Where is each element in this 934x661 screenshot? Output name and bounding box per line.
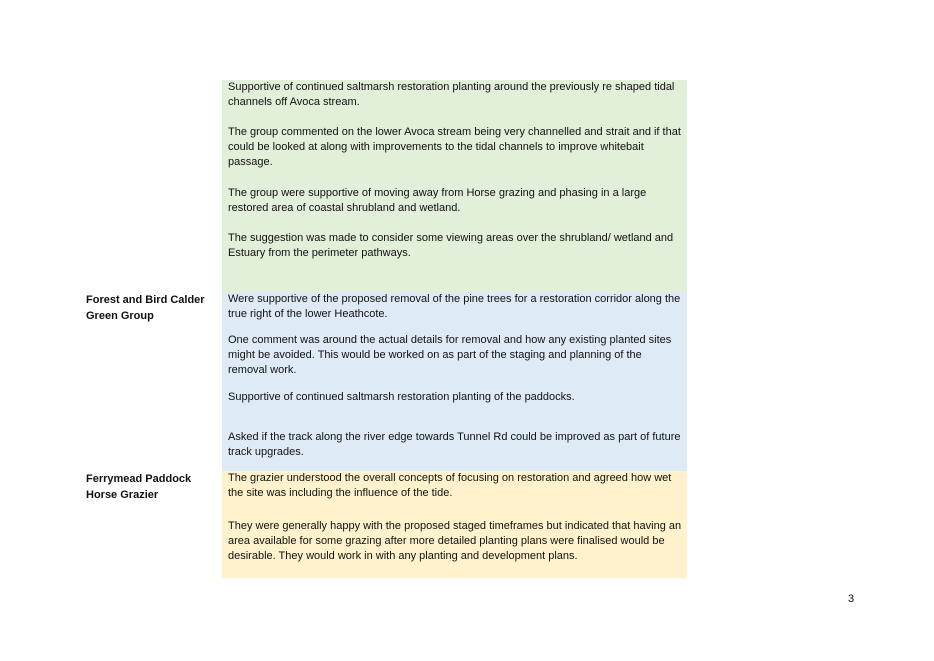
feedback-paragraph: The grazier understood the overall concepts of focusing on restoration and agreed how wet the site was including the influence of the tide.: [228, 472, 672, 500]
row-feedback-block-yellow: [222, 471, 687, 578]
feedback-paragraph: The group commented on the lower Avoca stream being very channelled and strait and if that could be looked at along with improvements to the tidal channels to improve whitebait passage.: [228, 126, 681, 169]
feedback-paragraph: Supportive of continued saltmarsh restoration planting of the paddocks.: [228, 391, 575, 403]
feedback-paragraph: The group were supportive of moving away from Horse grazing and phasing in a large restored area of coastal shrubland and wetland.: [228, 187, 647, 215]
stakeholder-label-forest-and-bird: Forest and Bird Calder Green Group: [86, 294, 205, 322]
stakeholder-label-horse-grazier: Ferrymead Paddock Horse Grazier: [86, 473, 192, 501]
feedback-paragraph: Asked if the track along the river edge towards Tunnel Rd could be improved as part of future track upgrades.: [228, 431, 681, 459]
feedback-paragraph: Were supportive of the proposed removal of the pine trees for a restoration corridor along the true right of the lower Heathcote.: [228, 293, 681, 321]
row-feedback-block-blue: [222, 292, 687, 471]
row-feedback-block-green: [222, 80, 687, 292]
feedback-paragraph: They were generally happy with the proposed staged timeframes but indicated that having an area available for some grazing after more detailed planting plans were finalised would be desirable. They would work in with any planting and development plans.: [228, 520, 682, 563]
feedback-paragraph: The suggestion was made to consider some viewing areas over the shrubland/ wetland and Estuary from the perimeter pathways.: [228, 232, 674, 260]
page-number: 3: [848, 593, 855, 605]
feedback-paragraph: Supportive of continued saltmarsh restoration planting around the previously re shaped tidal channels off Avoca stream.: [228, 81, 675, 109]
feedback-paragraph: One comment was around the actual details for removal and how any existing planted sites might be avoided. This would be worked on as part of the staging and planning of the removal work.: [228, 334, 672, 377]
